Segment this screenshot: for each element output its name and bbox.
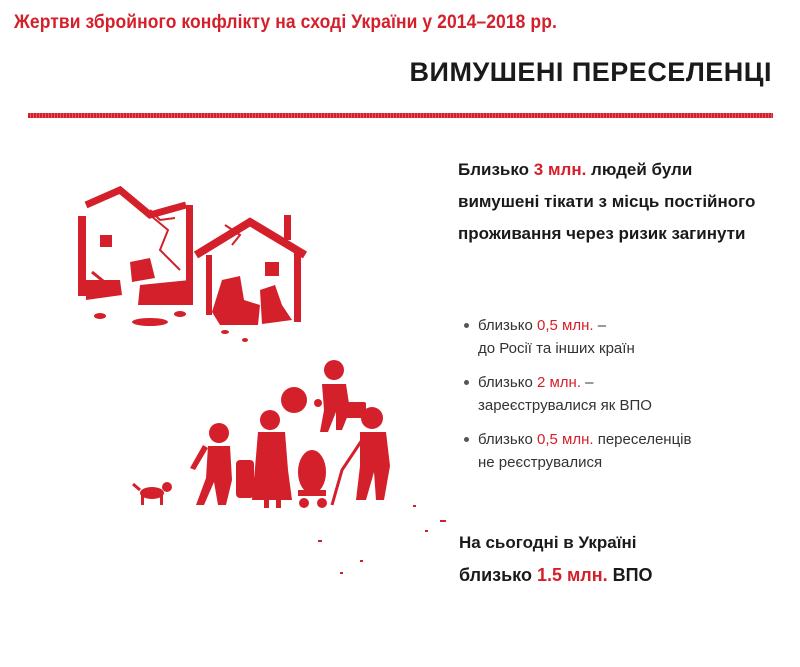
outro-line1: На сьогодні в Україні bbox=[459, 533, 637, 552]
infographic-header-title: Жертви збройного конфлікту на сході України у 2014–2018 рр. bbox=[14, 12, 557, 33]
bullet-prefix: близько bbox=[478, 317, 537, 334]
intro-prefix: Близько bbox=[458, 160, 534, 179]
dog-icon bbox=[133, 482, 172, 505]
debris-dots bbox=[318, 505, 446, 574]
intro-highlight: 3 млн. bbox=[533, 160, 587, 179]
list-item bbox=[462, 428, 782, 474]
intro-suffix: людей були вимушені тікати з місць постійного проживання через ризик загинути bbox=[458, 160, 756, 243]
bullet-line2: не реєструвалися bbox=[478, 454, 603, 471]
bullet-prefix: близько bbox=[478, 374, 537, 391]
outro-highlight: 1.5 млн. bbox=[536, 565, 608, 585]
intro-statement bbox=[458, 154, 778, 250]
bullet-line2: зареєструвалися як ВПО bbox=[478, 397, 652, 414]
bullet-highlight: 0,5 млн. bbox=[536, 431, 594, 448]
bullet-highlight: 0,5 млн. bbox=[536, 317, 594, 334]
bullet-suffix: – bbox=[581, 374, 594, 391]
man-with-suitcase-icon bbox=[314, 360, 366, 432]
bullet-line2: до Росії та інших країн bbox=[478, 340, 635, 357]
ruined-house-icon bbox=[78, 190, 193, 305]
stats-list bbox=[462, 314, 782, 485]
bullet-suffix: переселенців bbox=[593, 431, 692, 448]
bag-cart-icon bbox=[298, 450, 327, 508]
list-item bbox=[462, 314, 782, 360]
bullet-highlight: 2 млн. bbox=[536, 374, 582, 391]
damaged-house-icon bbox=[196, 215, 305, 325]
outro-statement bbox=[459, 527, 779, 591]
woman-with-bags-icon bbox=[236, 387, 307, 508]
outro-prefix: близько bbox=[459, 565, 537, 585]
section-title: ВИМУШЕНІ ПЕРЕСЕЛЕНЦІ bbox=[409, 57, 772, 87]
walking-man-icon bbox=[190, 423, 232, 505]
bullet-suffix: – bbox=[593, 317, 607, 334]
list-item bbox=[462, 371, 782, 417]
outro-line2 bbox=[459, 559, 779, 591]
outro-suffix: ВПО bbox=[607, 565, 653, 585]
bullet-prefix: близько bbox=[478, 431, 537, 448]
